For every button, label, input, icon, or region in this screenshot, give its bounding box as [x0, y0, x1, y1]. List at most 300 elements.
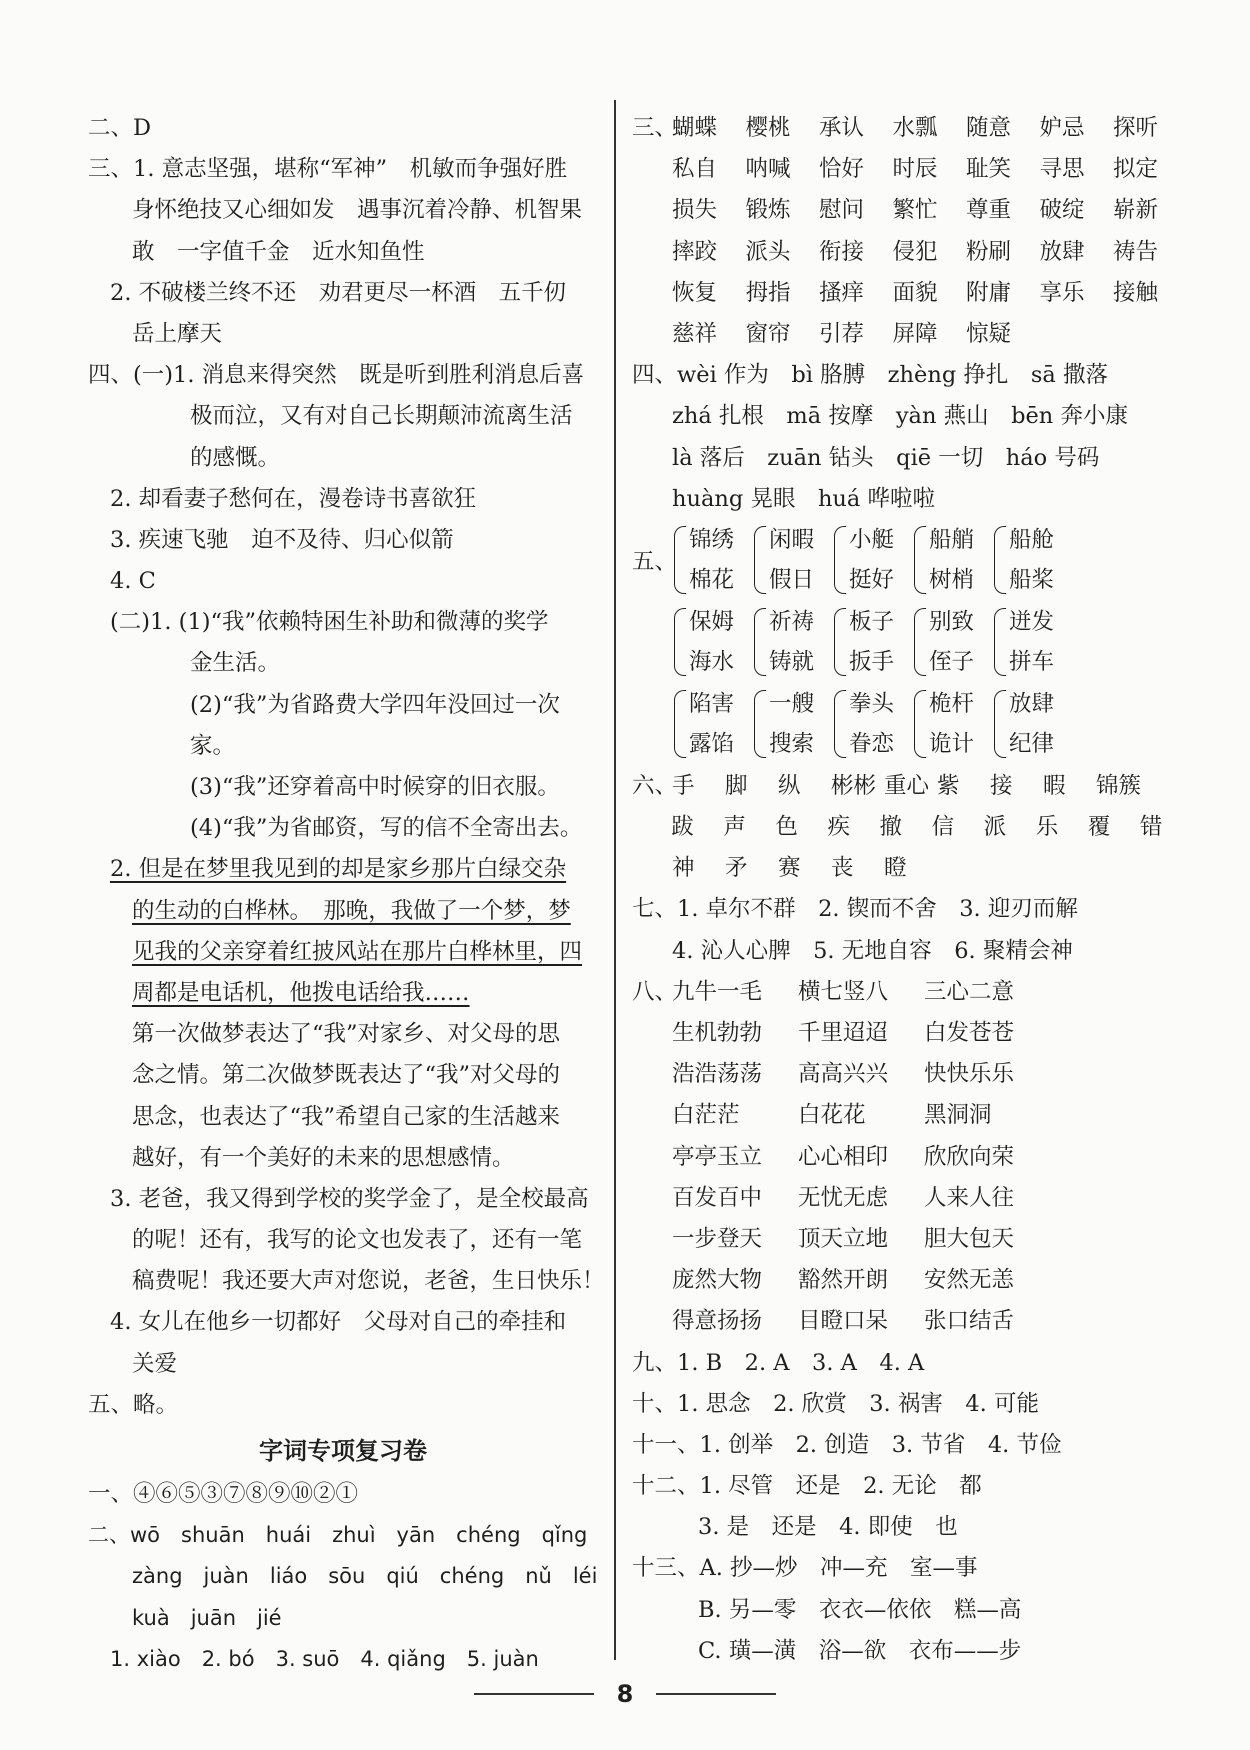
answer-line — [632, 1631, 1192, 1672]
q3-word: 慈祥 — [672, 320, 718, 347]
q8-row — [632, 1178, 1192, 1219]
q3-word: 衔接 — [819, 238, 865, 265]
answer-line — [632, 1425, 1192, 1466]
answer-line-text: C. 璜—潢 浴—欲 衣布——步 — [698, 1637, 1022, 1664]
q6-label: 六、 — [632, 772, 678, 799]
answer-line — [88, 1097, 598, 1138]
word-pair-words — [1009, 602, 1054, 682]
answer-line-text: 十二、1. 尽管 还是 2. 无论 都 — [632, 1473, 982, 1500]
answer-line — [88, 149, 598, 190]
idiom: 高高兴兴 — [798, 1061, 889, 1088]
answer-line-text: 十一、1. 创举 2. 创造 3. 节省 4. 节俭 — [632, 1431, 1062, 1458]
q6-row — [632, 807, 1192, 848]
q3-word: 屏障 — [892, 320, 938, 347]
word-pair — [914, 602, 994, 682]
word-pair — [754, 520, 834, 600]
q3-word: 尊重 — [966, 197, 1012, 224]
answer-line-text: 九、1. B 2. A 3. A 4. A — [632, 1349, 925, 1376]
answer-line-text: 身怀绝技又心细如发 遇事沉着冷静、机智果 — [132, 197, 583, 224]
answer-line-text: 1. xiào 2. bó 3. suō 4. qiǎng 5. juàn — [110, 1646, 539, 1671]
brace-icon — [674, 608, 686, 676]
q4-line — [632, 396, 1192, 437]
q8-label — [632, 1137, 672, 1178]
answer-line-text: 二、wō shuān huái zhuì yān chéng qǐng — [88, 1523, 588, 1548]
question-4 — [632, 355, 1192, 520]
answer-line-text: 3. 疾速飞驰 迫不及待、归心似箭 — [110, 526, 454, 553]
q6-word: 覆 — [1087, 814, 1111, 841]
column-divider — [614, 100, 616, 1660]
pair-word: 板子 — [849, 608, 895, 635]
word-pair-words — [1009, 684, 1054, 764]
word-pair — [674, 602, 754, 682]
q3-word: 祷告 — [1113, 238, 1159, 265]
word-pair-words — [929, 602, 974, 682]
q3-word: 恰好 — [819, 156, 865, 183]
pair-word: 小艇 — [849, 526, 895, 553]
answer-line — [88, 438, 598, 479]
q8-row — [632, 1013, 1192, 1054]
word-pair — [994, 520, 1074, 600]
pair-word: 海水 — [689, 648, 735, 675]
q6-word: 神 — [672, 855, 695, 882]
q7-line — [632, 931, 1192, 972]
idiom: 安然无恙 — [924, 1267, 1015, 1294]
brace-icon — [754, 608, 766, 676]
idiom: 三心二意 — [924, 978, 1015, 1005]
right-column — [632, 108, 1192, 1672]
question-5 — [632, 520, 1192, 764]
pair-word: 祈祷 — [769, 608, 815, 635]
q3-label: 三、 — [632, 115, 678, 141]
question-7 — [632, 889, 1192, 971]
idiom: 欣欣向荣 — [924, 1143, 1015, 1170]
q6-word: 纵 — [778, 772, 801, 799]
answer-line — [88, 273, 598, 314]
q6-row — [632, 766, 1192, 807]
page-number: 8 — [616, 1680, 634, 1708]
pair-word: 船桨 — [1009, 566, 1055, 593]
q3-word: 拟定 — [1113, 156, 1159, 183]
q3-word: 摔跤 — [672, 238, 718, 265]
answer-line — [88, 1014, 598, 1055]
pair-word: 桅杆 — [929, 690, 975, 717]
pair-word: 闲暇 — [769, 526, 815, 553]
q3-word: 探听 — [1113, 115, 1159, 141]
q3-word: 承认 — [819, 115, 865, 141]
answer-line — [88, 355, 598, 396]
pair-word: 陷害 — [689, 690, 735, 717]
brace-icon — [914, 608, 926, 676]
idiom: 亭亭玉立 — [672, 1143, 763, 1170]
q8-label: 八、 — [632, 978, 678, 1005]
pair-word: 铸就 — [769, 648, 815, 675]
q7-line-text: 七、1. 卓尔不群 2. 锲而不舍 3. 迎刃而解 — [632, 896, 1078, 923]
q6-word: 彬彬 — [831, 772, 877, 799]
word-pair — [834, 684, 914, 764]
q6-word: 手 — [672, 772, 695, 799]
answer-line-text: 4. C — [110, 568, 156, 595]
q8-label — [632, 1301, 672, 1342]
answer-line — [88, 396, 598, 437]
q8-row — [632, 972, 1192, 1013]
pair-word: 船舱 — [1009, 526, 1055, 553]
q8-label — [632, 1054, 672, 1095]
idiom: 白茫茫 — [672, 1102, 740, 1129]
q8-label — [632, 1219, 672, 1260]
answer-line — [88, 1385, 598, 1426]
answer-line — [88, 1302, 598, 1343]
word-pair-words — [849, 602, 894, 682]
answer-line-text: 2. 但是在梦里我见到的却是家乡那片白绿交杂 — [110, 856, 567, 883]
answer-line-text: 的生动的白桦林。 那晚，我做了一个梦，梦 — [132, 897, 571, 924]
q7-line — [632, 889, 1192, 930]
q3-label — [632, 190, 672, 231]
idiom: 庞然大物 — [672, 1267, 763, 1294]
answer-line — [88, 314, 598, 355]
q3-word: 崭新 — [1113, 197, 1159, 224]
q3-word: 侵犯 — [892, 238, 938, 265]
idiom: 豁然开朗 — [798, 1267, 889, 1294]
idiom: 得意扬扬 — [672, 1308, 763, 1335]
answer-line-text: 十、1. 思念 2. 欣赏 3. 祸害 4. 可能 — [632, 1390, 1039, 1417]
q3-row — [632, 314, 1192, 355]
word-pair-words — [849, 684, 894, 764]
brace-icon — [994, 690, 1006, 758]
brace-icon — [914, 526, 926, 594]
brace-icon — [674, 526, 686, 594]
q8-label — [632, 1013, 672, 1054]
word-pair-words — [689, 520, 734, 600]
questions-9-13 — [632, 1343, 1192, 1673]
word-pair — [674, 684, 754, 764]
q3-word: 寻思 — [1039, 156, 1085, 183]
q6-word: 撤 — [879, 814, 903, 841]
q3-word: 樱桃 — [745, 115, 791, 141]
idiom: 白发苍苍 — [924, 1020, 1015, 1046]
answer-line-text: zàng juàn liáo sōu qiú chéng nǔ léi — [132, 1564, 598, 1589]
q4-line-text: huàng 晃眼 huá 哗啦啦 — [672, 485, 935, 512]
q6-label — [632, 848, 672, 889]
answer-line-text: 周都是电话机，他拨电话给我…… — [132, 979, 470, 1006]
q6-word: 错 — [1139, 814, 1163, 841]
q6-word: 丧 — [831, 855, 854, 882]
idiom: 快快乐乐 — [924, 1061, 1015, 1088]
pair-word: 露馅 — [689, 730, 735, 757]
answer-line — [88, 1474, 598, 1515]
answer-line-text: (二)1. (1)“我”依赖特困生补助和微薄的奖学 — [110, 609, 549, 636]
idiom: 目瞪口呆 — [798, 1308, 889, 1335]
answer-line-text: (4)“我”为省邮资，写的信不全寄出去。 — [190, 815, 583, 842]
brace-icon — [994, 526, 1006, 594]
answer-line — [88, 1556, 598, 1597]
q3-word: 引荐 — [819, 320, 865, 347]
q8-row — [632, 1137, 1192, 1178]
idiom: 一步登天 — [672, 1225, 763, 1252]
q4-line — [632, 355, 1192, 396]
q6-word: 重心 — [884, 772, 930, 799]
answer-line-text: 关爱 — [132, 1350, 178, 1377]
idiom: 黑洞洞 — [924, 1102, 992, 1129]
idiom: 顶天立地 — [798, 1225, 889, 1252]
answer-line — [88, 932, 598, 973]
answer-line-text: (3)“我”还穿着高中时候穿的旧衣服。 — [190, 774, 560, 800]
q6-label — [632, 807, 671, 848]
q3-word: 拇指 — [745, 279, 791, 306]
q3-word: 接触 — [1113, 279, 1159, 306]
q3-label — [632, 149, 672, 190]
q6-word: 矛 — [725, 855, 748, 882]
answer-line — [88, 520, 598, 561]
idiom: 横七竖八 — [798, 978, 889, 1005]
q6-word: 信 — [931, 814, 955, 841]
q3-word: 妒忌 — [1039, 115, 1085, 141]
idiom: 胆大包天 — [924, 1225, 1015, 1252]
question-8 — [632, 972, 1192, 1343]
answer-line — [88, 1055, 598, 1096]
pair-word: 诡计 — [929, 730, 975, 757]
answer-line — [88, 1515, 598, 1556]
answer-line-text: 家。 — [190, 732, 236, 759]
brace-icon — [674, 690, 686, 758]
word-pair-words — [929, 684, 974, 764]
q3-word: 享乐 — [1039, 279, 1085, 306]
q6-word: 赛 — [778, 855, 801, 882]
q6-word: 派 — [983, 814, 1007, 841]
question-3 — [632, 108, 1192, 355]
q3-word: 窗帘 — [745, 320, 791, 347]
q3-label — [632, 314, 672, 355]
answer-line — [88, 891, 598, 932]
idiom: 九牛一毛 — [672, 978, 763, 1005]
footer-ornament-left-icon — [474, 1693, 594, 1695]
answer-line — [88, 973, 598, 1014]
q3-word: 蝴蝶 — [672, 115, 718, 141]
idiom: 千里迢迢 — [798, 1020, 889, 1046]
q8-row — [632, 1260, 1192, 1301]
q6-row — [632, 848, 1192, 889]
pair-word: 放肆 — [1009, 690, 1055, 717]
q3-row — [632, 190, 1192, 231]
word-pair — [994, 602, 1074, 682]
pair-word: 棉花 — [689, 566, 735, 593]
answer-line-text: 五、略。 — [88, 1391, 179, 1418]
answer-line-text: 极而泣，又有对自己长期颠沛流离生活 — [190, 403, 573, 430]
q3-word: 损失 — [672, 197, 718, 224]
q3-word: 搔痒 — [819, 279, 865, 306]
left-answers — [88, 108, 605, 1426]
pair-word: 一艘 — [769, 690, 815, 717]
idiom: 心心相印 — [798, 1143, 889, 1170]
q3-word: 锻炼 — [745, 197, 791, 224]
q3-word: 耻笑 — [966, 156, 1012, 183]
word-pair — [754, 602, 834, 682]
pair-word: 船艄 — [929, 526, 975, 553]
pair-word: 扳手 — [849, 648, 895, 675]
answer-line-text: 的呢！还有，我写的论文也发表了，还有一笔 — [132, 1227, 583, 1254]
q6-word: 瞪 — [884, 855, 907, 882]
q3-word: 呐喊 — [745, 156, 791, 183]
answer-line-text: 稿费呢！我还要大声对您说，老爸，生日快乐！ — [132, 1268, 605, 1295]
q3-label — [632, 232, 672, 273]
q3-word: 惊疑 — [966, 320, 1012, 347]
footer-ornament-right-icon — [656, 1693, 776, 1695]
q6-word: 疾 — [827, 814, 850, 841]
q4-line — [632, 479, 1192, 520]
q3-word: 私自 — [672, 156, 718, 183]
q4-line — [632, 438, 1192, 479]
q3-word: 时辰 — [892, 156, 938, 183]
word-pair — [834, 520, 914, 600]
answer-line-text: 十三、A. 抄—炒 冲—充 室—事 — [632, 1555, 978, 1582]
word-pair-words — [689, 602, 734, 682]
answer-line-text: 3. 老爸，我又得到学校的奖学金了，是全校最高 — [110, 1185, 589, 1212]
idiom: 百发百中 — [672, 1184, 763, 1211]
answer-line — [88, 767, 598, 808]
q3-word: 附庸 — [966, 279, 1012, 306]
answer-line-text: 念之情。第二次做梦既表达了“我”对父母的 — [132, 1062, 561, 1089]
brace-icon — [914, 690, 926, 758]
q6-word: 脚 — [725, 772, 748, 799]
pair-word: 侄子 — [929, 648, 975, 675]
word-pair — [994, 684, 1074, 764]
pair-word: 别致 — [929, 608, 975, 635]
answer-line — [88, 602, 598, 643]
left-answers-2 — [88, 1474, 598, 1680]
pair-word: 搜索 — [769, 730, 815, 757]
answer-line — [632, 1343, 1192, 1384]
answer-line — [88, 1639, 598, 1680]
q3-word: 粉刷 — [966, 238, 1012, 265]
q8-row — [632, 1095, 1192, 1136]
q3-row — [632, 108, 1192, 149]
q8-label — [632, 1260, 672, 1301]
q5-group — [632, 602, 1192, 682]
q5-group — [632, 684, 1192, 764]
idiom: 张口结舌 — [924, 1308, 1015, 1335]
brace-icon — [754, 690, 766, 758]
brace-icon — [834, 526, 846, 594]
answer-line — [632, 1384, 1192, 1425]
answer-line — [88, 1220, 598, 1261]
idiom: 无忧无虑 — [798, 1184, 889, 1211]
answer-line-text: kuà juān jié — [132, 1605, 282, 1630]
answer-line — [88, 1344, 598, 1385]
word-pair — [914, 520, 994, 600]
pair-word: 纪律 — [1009, 730, 1055, 757]
answer-line — [88, 726, 598, 767]
q3-word: 面貌 — [892, 279, 938, 306]
q3-word: 破绽 — [1039, 197, 1085, 224]
q3-word: 慰问 — [819, 197, 865, 224]
q3-word: 派头 — [745, 238, 791, 265]
q7-line-text: 4. 沁人心脾 5. 无地自容 6. 聚精会神 — [672, 937, 1073, 964]
q3-row — [632, 273, 1192, 314]
page-footer — [0, 1680, 1250, 1708]
q3-word: 放肆 — [1039, 238, 1085, 265]
answer-line — [88, 232, 598, 273]
q8-label — [632, 1178, 672, 1219]
answer-line-text: 三、1. 意志坚强，堪称“军神” 机敏而争强好胜 — [88, 156, 568, 183]
word-pair-words — [929, 520, 974, 600]
answer-line-text: 岳上摩天 — [132, 320, 223, 347]
answer-line — [88, 1179, 598, 1220]
answer-line-text: 的感慨。 — [190, 444, 281, 471]
idiom: 人来人往 — [924, 1184, 1015, 1211]
q3-label — [632, 273, 672, 314]
answer-line — [88, 1261, 605, 1302]
q8-row — [632, 1301, 1192, 1342]
q6-word: 紫 — [937, 772, 960, 799]
q6-word: 乐 — [1035, 814, 1059, 841]
answer-line-text: 越好，有一个美好的未来的思想感情。 — [132, 1144, 515, 1171]
q8-row — [632, 1054, 1192, 1095]
word-pair-words — [769, 684, 814, 764]
q3-word: 恢复 — [672, 279, 718, 306]
answer-line — [88, 643, 598, 684]
answer-line-text: 第一次做梦表达了“我”对家乡、对父母的思 — [132, 1021, 561, 1048]
question-6 — [632, 766, 1192, 890]
answer-line — [88, 1138, 598, 1179]
answer-line-text: B. 另—零 衣衣—依依 糕—高 — [698, 1596, 1022, 1623]
word-pair — [674, 520, 754, 600]
idiom: 白花花 — [798, 1102, 866, 1129]
pair-word: 保姆 — [689, 608, 735, 635]
answer-line-text: 3. 是 还是 4. 即使 也 — [698, 1514, 958, 1541]
answer-line — [88, 108, 598, 149]
brace-icon — [994, 608, 1006, 676]
word-pair — [754, 684, 834, 764]
brace-icon — [754, 526, 766, 594]
pair-word: 树梢 — [929, 566, 975, 593]
word-pair-words — [689, 684, 734, 764]
answer-line — [88, 849, 598, 890]
answer-line-text: 四、(一)1. 消息来得突然 既是听到胜利消息后喜 — [88, 362, 585, 389]
q4-line-text: 四、wèi 作为 bì 胳膊 zhèng 挣扎 sā 撒落 — [632, 362, 1108, 389]
answer-line-text: 金生活。 — [190, 650, 281, 677]
q8-label — [632, 1095, 672, 1136]
brace-icon — [834, 690, 846, 758]
q5-label: 五、 — [632, 548, 678, 575]
answer-line — [88, 190, 598, 231]
q6-word: 跋 — [671, 814, 694, 841]
left-column — [88, 108, 605, 1680]
answer-line — [88, 808, 598, 849]
brace-icon — [834, 608, 846, 676]
q3-row — [632, 232, 1192, 273]
answer-line-text: (2)“我”为省路费大学四年没回过一次 — [190, 691, 560, 718]
answer-line — [88, 685, 598, 726]
pair-word: 锦绣 — [689, 526, 735, 553]
q4-line-text: là 落后 zuān 钻头 qiē 一切 háo 号码 — [672, 444, 1100, 471]
section-title: 字词专项复习卷 — [259, 1436, 427, 1465]
word-pair — [914, 684, 994, 764]
q6-word: 暇 — [1043, 772, 1066, 799]
idiom: 浩浩荡荡 — [672, 1061, 763, 1088]
word-pair-words — [769, 520, 814, 600]
q6-word: 锦簇 — [1096, 772, 1142, 799]
answer-line — [632, 1507, 1192, 1548]
answer-line-text: 见我的父亲穿着红披风站在那片白桦林里，四 — [132, 938, 583, 965]
answer-line — [632, 1466, 1192, 1507]
q8-row — [632, 1219, 1192, 1260]
answer-line-text: 思念，也表达了“我”希望自己家的生活越来 — [132, 1103, 561, 1130]
q3-word: 水瓢 — [892, 115, 938, 141]
q3-row — [632, 149, 1192, 190]
pair-word: 眷恋 — [849, 730, 895, 757]
answer-line — [88, 561, 598, 602]
q3-word: 繁忙 — [892, 197, 938, 224]
word-pair — [834, 602, 914, 682]
